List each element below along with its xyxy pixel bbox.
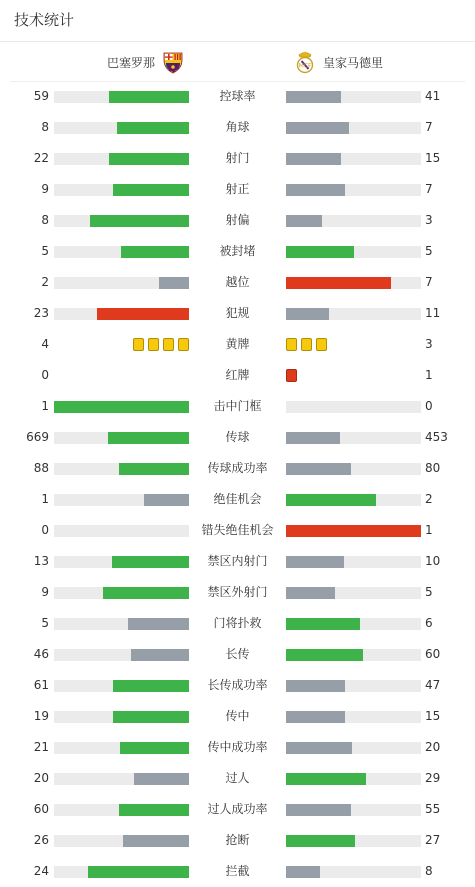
away-bar-track [286, 866, 421, 878]
home-value: 23 [33, 306, 49, 320]
home-value: 4 [41, 337, 49, 351]
home-value: 2 [41, 275, 49, 289]
home-value: 60 [33, 802, 49, 816]
barcelona-crest-icon [161, 50, 185, 74]
away-bar-track [286, 401, 421, 413]
stat-label: 过人 [225, 771, 250, 785]
stat-label: 禁区外射门 [207, 585, 268, 599]
home-value: 46 [33, 647, 49, 661]
stat-row [0, 236, 475, 267]
away-value: 20 [425, 740, 441, 754]
away-value: 7 [425, 275, 433, 289]
away-bar-fill [286, 91, 341, 103]
home-value: 88 [33, 461, 49, 475]
away-value: 453 [425, 430, 448, 444]
away-bar-track [286, 122, 421, 134]
stat-label: 射偏 [225, 213, 250, 227]
home-value: 21 [33, 740, 49, 754]
stat-row [0, 360, 475, 391]
stat-row [0, 267, 475, 298]
away-cards [286, 369, 297, 382]
away-value: 7 [425, 182, 433, 196]
away-bar-track [286, 525, 421, 537]
away-value: 1 [425, 523, 433, 537]
stat-label: 门将扑救 [213, 616, 262, 630]
home-bar-fill [119, 804, 189, 816]
away-value: 1 [425, 368, 433, 382]
yellow-card-icon [148, 338, 159, 351]
stat-row [0, 329, 475, 360]
away-value: 3 [425, 213, 433, 227]
stats-list [0, 81, 475, 887]
stat-row [0, 453, 475, 484]
home-value: 13 [33, 554, 49, 568]
stat-label: 长传成功率 [207, 678, 268, 692]
stat-row [0, 701, 475, 732]
yellow-card-icon [316, 338, 327, 351]
stat-label: 错失绝佳机会 [201, 523, 274, 537]
away-bar-fill [286, 711, 345, 723]
home-value: 669 [26, 430, 49, 444]
away-value: 8 [425, 864, 433, 878]
stat-label: 越位 [225, 275, 250, 289]
home-bar-fill [144, 494, 189, 506]
home-bar-fill [103, 587, 189, 599]
stat-row [0, 732, 475, 763]
stat-label: 角球 [225, 120, 250, 134]
home-bar-fill [97, 308, 189, 320]
home-value: 1 [41, 492, 49, 506]
stat-label: 传中 [225, 709, 250, 723]
away-bar-fill [286, 680, 345, 692]
home-bar-fill [121, 246, 189, 258]
away-value: 27 [425, 833, 441, 847]
stat-label: 传中成功率 [207, 740, 268, 754]
home-value: 8 [41, 120, 49, 134]
stat-label: 传球 [225, 430, 250, 444]
home-value: 1 [41, 399, 49, 413]
yellow-card-icon [178, 338, 189, 351]
home-bar-track [54, 649, 189, 661]
home-value: 59 [33, 89, 49, 103]
yellow-card-icon [163, 338, 174, 351]
stat-row [0, 143, 475, 174]
home-bar-track [54, 804, 189, 816]
away-bar-track [286, 153, 421, 165]
home-value: 9 [41, 585, 49, 599]
away-bar-track [286, 308, 421, 320]
away-bar-track [286, 804, 421, 816]
red-card-icon [286, 369, 297, 382]
yellow-card-icon [286, 338, 297, 351]
away-bar-fill [286, 804, 351, 816]
away-bar-fill [286, 184, 345, 196]
away-bar-track [286, 246, 421, 258]
stat-row [0, 546, 475, 577]
away-bar-fill [286, 122, 349, 134]
stat-row [0, 391, 475, 422]
home-bar-fill [117, 122, 189, 134]
away-cards [286, 338, 327, 351]
stat-label: 射门 [225, 151, 250, 165]
home-bar-fill [134, 773, 189, 785]
home-team[interactable] [107, 50, 185, 74]
home-bar-track [54, 587, 189, 599]
away-bar-track [286, 432, 421, 444]
stat-label: 抢断 [225, 833, 250, 847]
away-value: 6 [425, 616, 433, 630]
away-bar-track [286, 215, 421, 227]
away-value: 47 [425, 678, 441, 692]
stat-row [0, 608, 475, 639]
away-value: 80 [425, 461, 441, 475]
home-value: 19 [33, 709, 49, 723]
stat-row [0, 639, 475, 670]
stat-row [0, 174, 475, 205]
home-bar-track [54, 122, 189, 134]
away-value: 60 [425, 647, 441, 661]
yellow-card-icon [301, 338, 312, 351]
away-bar-fill [286, 215, 322, 227]
real-madrid-crest-icon [293, 50, 317, 74]
page-title: 技术统计 [14, 11, 75, 29]
stat-row [0, 112, 475, 143]
stat-label: 犯规 [225, 306, 250, 320]
away-bar-track [286, 277, 421, 289]
stat-label: 拦截 [225, 864, 250, 878]
away-bar-track [286, 835, 421, 847]
home-value: 8 [41, 213, 49, 227]
stat-row [0, 794, 475, 825]
home-bar-track [54, 773, 189, 785]
home-bar-track [54, 618, 189, 630]
away-value: 41 [425, 89, 441, 103]
stat-row [0, 81, 475, 112]
home-team-name: 巴塞罗那 [106, 55, 155, 70]
away-value: 55 [425, 802, 441, 816]
away-bar-track [286, 711, 421, 723]
stat-row [0, 205, 475, 236]
home-bar-track [54, 866, 189, 878]
home-bar-fill [54, 401, 189, 413]
away-bar-fill [286, 649, 363, 661]
home-bar-track [54, 91, 189, 103]
away-value: 15 [425, 709, 441, 723]
home-bar-track [54, 742, 189, 754]
stat-label: 禁区内射门 [207, 554, 268, 568]
stat-label: 控球率 [219, 89, 256, 103]
home-bar-track [54, 711, 189, 723]
stat-row [0, 856, 475, 887]
home-cards [133, 338, 189, 351]
away-value: 10 [425, 554, 441, 568]
home-bar-fill [109, 91, 189, 103]
home-bar-fill [113, 711, 189, 723]
away-bar-track [286, 494, 421, 506]
away-value: 15 [425, 151, 441, 165]
away-team-name: 皇家马德里 [323, 55, 384, 70]
stat-row [0, 484, 475, 515]
home-bar-track [54, 184, 189, 196]
away-bar-fill [286, 153, 341, 165]
away-value: 0 [425, 399, 433, 413]
away-bar-fill [286, 494, 376, 506]
away-bar-fill [286, 587, 335, 599]
home-value: 22 [33, 151, 49, 165]
away-bar-track [286, 680, 421, 692]
away-bar-fill [286, 556, 344, 568]
away-value: 3 [425, 337, 433, 351]
away-value: 11 [425, 306, 441, 320]
away-team[interactable] [293, 50, 383, 74]
stat-label: 传球成功率 [207, 461, 268, 475]
home-bar-track [54, 463, 189, 475]
home-bar-track [54, 401, 189, 413]
away-bar-track [286, 184, 421, 196]
home-bar-fill [159, 277, 189, 289]
home-bar-track [54, 835, 189, 847]
stat-label: 黄牌 [225, 337, 250, 351]
stat-row [0, 298, 475, 329]
away-bar-track [286, 587, 421, 599]
home-bar-track [54, 680, 189, 692]
home-value: 5 [41, 244, 49, 258]
home-bar-track [54, 432, 189, 444]
stat-row [0, 763, 475, 794]
home-bar-fill [109, 153, 189, 165]
away-bar-fill [286, 742, 352, 754]
stat-label: 红牌 [225, 368, 250, 382]
home-value: 20 [33, 771, 49, 785]
away-value: 7 [425, 120, 433, 134]
home-value: 24 [33, 864, 49, 878]
away-bar-track [286, 742, 421, 754]
home-value: 5 [41, 616, 49, 630]
stat-row [0, 422, 475, 453]
away-bar-fill [286, 618, 360, 630]
away-value: 2 [425, 492, 433, 506]
home-bar-fill [108, 432, 189, 444]
home-bar-track [54, 308, 189, 320]
home-bar-track [54, 246, 189, 258]
away-bar-fill [286, 246, 354, 258]
stat-label: 被封堵 [219, 244, 256, 258]
away-bar-fill [286, 773, 366, 785]
stat-row [0, 825, 475, 856]
stat-label: 绝佳机会 [213, 492, 262, 506]
home-bar-track [54, 556, 189, 568]
home-bar-fill [112, 556, 189, 568]
yellow-card-icon [133, 338, 144, 351]
stat-label: 长传 [225, 647, 250, 661]
home-bar-fill [90, 215, 189, 227]
away-bar-fill [286, 432, 340, 444]
home-bar-fill [128, 618, 189, 630]
home-bar-fill [120, 742, 189, 754]
home-bar-fill [119, 463, 189, 475]
stat-row [0, 577, 475, 608]
home-bar-track [54, 494, 189, 506]
stat-row [0, 515, 475, 546]
home-bar-fill [131, 649, 189, 661]
stat-row [0, 670, 475, 701]
away-bar-fill [286, 866, 320, 878]
away-value: 5 [425, 244, 433, 258]
home-bar-fill [88, 866, 189, 878]
away-bar-track [286, 773, 421, 785]
home-value: 9 [41, 182, 49, 196]
away-bar-track [286, 618, 421, 630]
svg-text:MCF: MCF [298, 62, 312, 70]
home-value: 0 [41, 523, 49, 537]
home-value: 26 [33, 833, 49, 847]
away-value: 29 [425, 771, 441, 785]
away-bar-track [286, 556, 421, 568]
away-bar-track [286, 649, 421, 661]
home-bar-track [54, 153, 189, 165]
teams-header [0, 42, 475, 80]
home-bar-fill [113, 680, 189, 692]
away-bar-fill [286, 525, 421, 537]
away-bar-track [286, 91, 421, 103]
home-bar-track [54, 215, 189, 227]
home-bar-fill [123, 835, 189, 847]
away-bar-fill [286, 277, 391, 289]
home-value: 0 [41, 368, 49, 382]
home-bar-track [54, 525, 189, 537]
stat-label: 过人成功率 [207, 802, 268, 816]
stat-label: 射正 [225, 182, 250, 196]
away-bar-fill [286, 463, 351, 475]
home-bar-fill [113, 184, 189, 196]
away-bar-fill [286, 308, 329, 320]
stat-label: 击中门框 [213, 399, 262, 413]
home-bar-track [54, 277, 189, 289]
home-value: 61 [33, 678, 49, 692]
away-bar-track [286, 463, 421, 475]
away-bar-fill [286, 835, 355, 847]
away-value: 5 [425, 585, 433, 599]
